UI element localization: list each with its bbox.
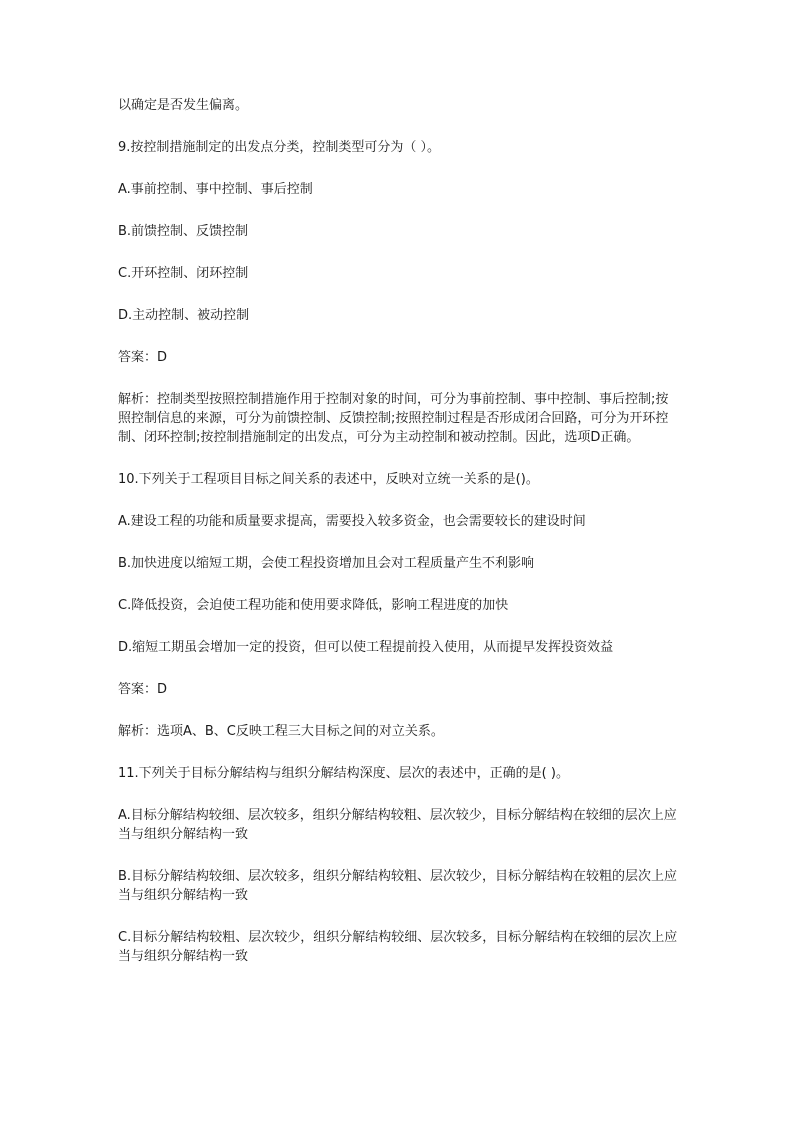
q10-option-b: B.加快进度以缩短工期，会使工程投资增加且会对工程质量产生不利影响 (118, 556, 535, 571)
continued-text: 以确定是否发生偏离。 (118, 98, 249, 113)
document-page (118, 96, 680, 966)
q10-option-d: D.缩短工期虽会增加一定的投资，但可以使工程提前投入使用，从而提早发挥投资效益 (118, 640, 614, 655)
q11-option-b: B.目标分解结构较细、层次较多，组织分解结构较粗、层次较少，目标分解结构在较粗的层次上应当与组织分解结构一致 (118, 869, 678, 903)
q10-answer: 答案：D (118, 682, 168, 697)
q10-option-c: C.降低投资，会迫使工程功能和使用要求降低，影响工程进度的加快 (118, 598, 509, 613)
q9-answer: 答案：D (118, 350, 168, 365)
q9-option-c: C.开环控制、闭环控制 (118, 266, 249, 281)
q10-option-a: A.建设工程的功能和质量要求提高，需要投入较多资金，也会需要较长的建设时间 (118, 514, 586, 529)
q10-explanation: 解析：选项A、B、C反映工程三大目标之间的对立关系。 (118, 724, 444, 739)
question-9: 9.按控制措施制定的出发点分类，控制类型可分为（ ）。 (118, 140, 441, 155)
q9-explanation: 解析：控制类型按照控制措施作用于控制对象的时间，可分为事前控制、事中控制、事后控制;按照控制信息的来源，可分为前馈控制、反馈控制;按照控制过程是否形成闭合回路，可分为开环控制、闭环控制;按控制措施制定的出发点，可分为主动控制和被动控制。因此，选项D正确。 (118, 392, 669, 445)
question-10: 10.下列关于工程项目目标之间关系的表述中，反映对立统一关系的是()。 (118, 472, 539, 487)
q11-option-a: A.目标分解结构较细、层次较多，组织分解结构较粗、层次较少，目标分解结构在较细的层次上应当与组织分解结构一致 (118, 808, 677, 842)
question-11: 11.下列关于目标分解结构与组织分解结构深度、层次的表述中，正确的是( )。 (118, 766, 569, 781)
q11-option-c: C.目标分解结构较粗、层次较少，组织分解结构较细、层次较多，目标分解结构在较细的层次上应当与组织分解结构一致 (118, 930, 678, 964)
q9-option-d: D.主动控制、被动控制 (118, 308, 250, 323)
q9-option-a: A.事前控制、事中控制、事后控制 (118, 182, 313, 197)
q9-option-b: B.前馈控制、反馈控制 (118, 224, 249, 239)
